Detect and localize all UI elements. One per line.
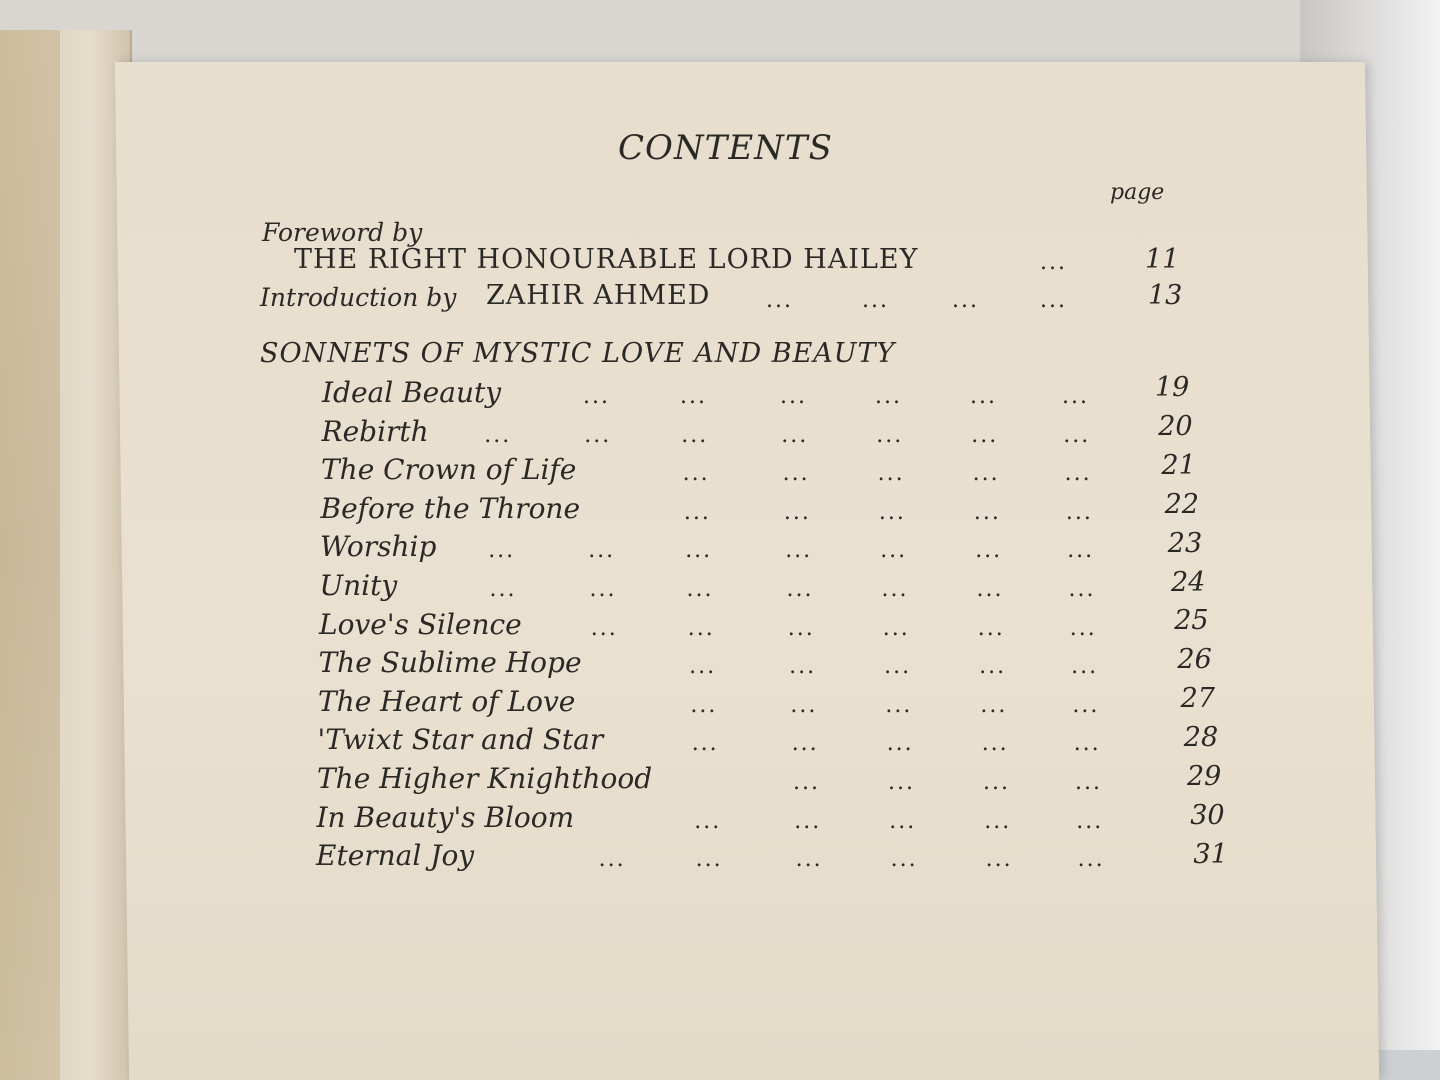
entry-page: 19: [1155, 372, 1190, 403]
leader-dots: ...: [886, 731, 914, 757]
foreword-page: 11: [1145, 244, 1180, 275]
leader-dots: ...: [583, 384, 610, 409]
entry-title: Worship: [320, 530, 437, 564]
entry-page: 28: [1183, 722, 1219, 754]
leader-dots: ...: [1040, 288, 1067, 313]
leader-dots: ...: [884, 654, 912, 680]
leader-dots: ...: [786, 577, 814, 602]
leader-dots: ...: [590, 615, 618, 641]
leader-dots: ...: [1076, 808, 1104, 834]
leader-dots: ...: [1064, 461, 1092, 487]
leader-dots: ...: [488, 538, 516, 564]
leader-dots: ...: [985, 847, 1013, 873]
entry-title: In Beauty's Bloom: [316, 800, 575, 834]
leader-dots: ...: [984, 808, 1012, 834]
leader-dots: ...: [889, 808, 917, 834]
leader-dots: ...: [783, 499, 811, 525]
leader-dots: ...: [588, 538, 616, 564]
leader-dots: ...: [690, 692, 718, 718]
leader-dots: ...: [1063, 422, 1091, 448]
leader-dots: ...: [979, 654, 1007, 680]
leader-dots: ...: [971, 422, 999, 448]
leader-dots: ...: [1073, 731, 1101, 757]
foreword-prefix: Foreword by: [262, 218, 423, 247]
leader-dots: ...: [791, 731, 819, 757]
leader-dots: ...: [876, 422, 904, 448]
leader-dots: ...: [766, 288, 793, 313]
leader-dots: ...: [1068, 577, 1096, 602]
leader-dots: ...: [689, 654, 717, 680]
leader-dots: ...: [1072, 692, 1100, 718]
leader-dots: ...: [694, 808, 722, 834]
leader-dots: ...: [598, 847, 626, 873]
leader-dots: ...: [484, 422, 512, 448]
leader-dots: ...: [1065, 499, 1093, 525]
leader-dots: ...: [1062, 384, 1089, 409]
leader-dots: ...: [862, 288, 889, 313]
leader-dots: ...: [686, 577, 714, 602]
leader-dots: ...: [882, 615, 910, 641]
leader-dots: ...: [972, 461, 1000, 487]
leader-dots: ...: [890, 847, 918, 873]
leader-dots: ...: [680, 384, 707, 409]
leader-dots: ...: [1071, 654, 1099, 680]
foreword-author: THE RIGHT HONOURABLE LORD HAILEY: [294, 244, 919, 275]
leader-dots: ...: [878, 499, 906, 525]
entry-title: Eternal Joy: [316, 839, 475, 873]
leader-dots: ...: [685, 538, 713, 564]
entry-title: Love's Silence: [319, 607, 522, 641]
entry-title: Rebirth: [321, 414, 429, 448]
entry-title: Unity: [319, 569, 398, 602]
section-title: SONNETS OF MYSTIC LOVE AND BEAUTY: [260, 338, 896, 369]
leader-dots: ...: [952, 288, 979, 313]
leader-dots: ...: [877, 461, 905, 487]
leader-dots: ...: [782, 461, 810, 487]
page-column-label: page: [1110, 180, 1165, 205]
entry-page: 24: [1171, 566, 1206, 598]
leader-dots: ...: [981, 731, 1009, 757]
leader-dots: ...: [976, 577, 1004, 602]
leader-dots: ...: [881, 577, 909, 602]
leader-dots: ...: [589, 577, 617, 602]
leader-dots: ...: [885, 692, 913, 718]
leader-dots: ...: [781, 422, 809, 448]
entry-page: 23: [1167, 527, 1203, 559]
leader-dots: ...: [1075, 770, 1102, 795]
leader-dots: ...: [584, 422, 612, 448]
leader-dots: ...: [683, 499, 711, 525]
entry-page: 20: [1158, 410, 1193, 442]
leader-dots: ...: [695, 847, 723, 873]
leader-dots: ...: [787, 615, 815, 641]
entry-page: 31: [1193, 838, 1228, 870]
leader-dots: ...: [489, 577, 517, 602]
leader-dots: ...: [977, 615, 1005, 641]
entry-page: 27: [1180, 683, 1215, 715]
leader-dots: ...: [970, 384, 997, 409]
leader-dots: ...: [790, 692, 818, 718]
leader-dots: ...: [691, 731, 719, 757]
entry-page: 26: [1177, 644, 1212, 676]
entry-title: The Higher Knighthood: [317, 762, 653, 795]
entry-title: The Crown of Life: [321, 453, 577, 487]
leader-dots: ...: [983, 770, 1010, 795]
leader-dots: ...: [1067, 538, 1095, 564]
leader-dots: ...: [687, 615, 715, 641]
leader-dots: ...: [795, 847, 823, 873]
leader-dots: ...: [880, 538, 908, 564]
leader-dots: ...: [973, 499, 1001, 525]
leader-dots: ...: [780, 384, 807, 409]
leader-dots: ...: [1040, 250, 1067, 275]
entry-title: Ideal Beauty: [322, 376, 502, 409]
leader-dots: ...: [888, 770, 915, 795]
entry-page: 29: [1187, 761, 1222, 792]
leader-dots: ...: [789, 654, 817, 680]
leader-dots: ...: [1069, 615, 1097, 641]
leader-dots: ...: [793, 770, 820, 795]
leader-dots: ...: [785, 538, 813, 564]
leader-dots: ...: [975, 538, 1003, 564]
entry-page: 21: [1161, 449, 1196, 481]
leader-dots: ...: [682, 461, 710, 487]
entry-page: 22: [1164, 488, 1199, 520]
entry-title: The Sublime Hope: [318, 646, 582, 680]
leader-dots: ...: [1077, 847, 1105, 873]
entry-title: 'Twixt Star and Star: [317, 723, 604, 757]
book-cover-edge: [0, 30, 60, 1080]
page-title: CONTENTS: [618, 128, 833, 168]
introduction-page: 13: [1148, 280, 1183, 311]
introduction-prefix: Introduction by: [260, 283, 457, 312]
leader-dots: ...: [875, 384, 902, 409]
leader-dots: ...: [681, 422, 709, 448]
entry-page: 25: [1174, 605, 1209, 637]
entry-page: 30: [1190, 799, 1225, 831]
entry-title: The Heart of Love: [318, 684, 576, 718]
entry-title: Before the Throne: [320, 491, 581, 525]
leader-dots: ...: [794, 808, 822, 834]
introduction-author: ZAHIR AHMED: [486, 280, 711, 311]
leader-dots: ...: [980, 692, 1008, 718]
